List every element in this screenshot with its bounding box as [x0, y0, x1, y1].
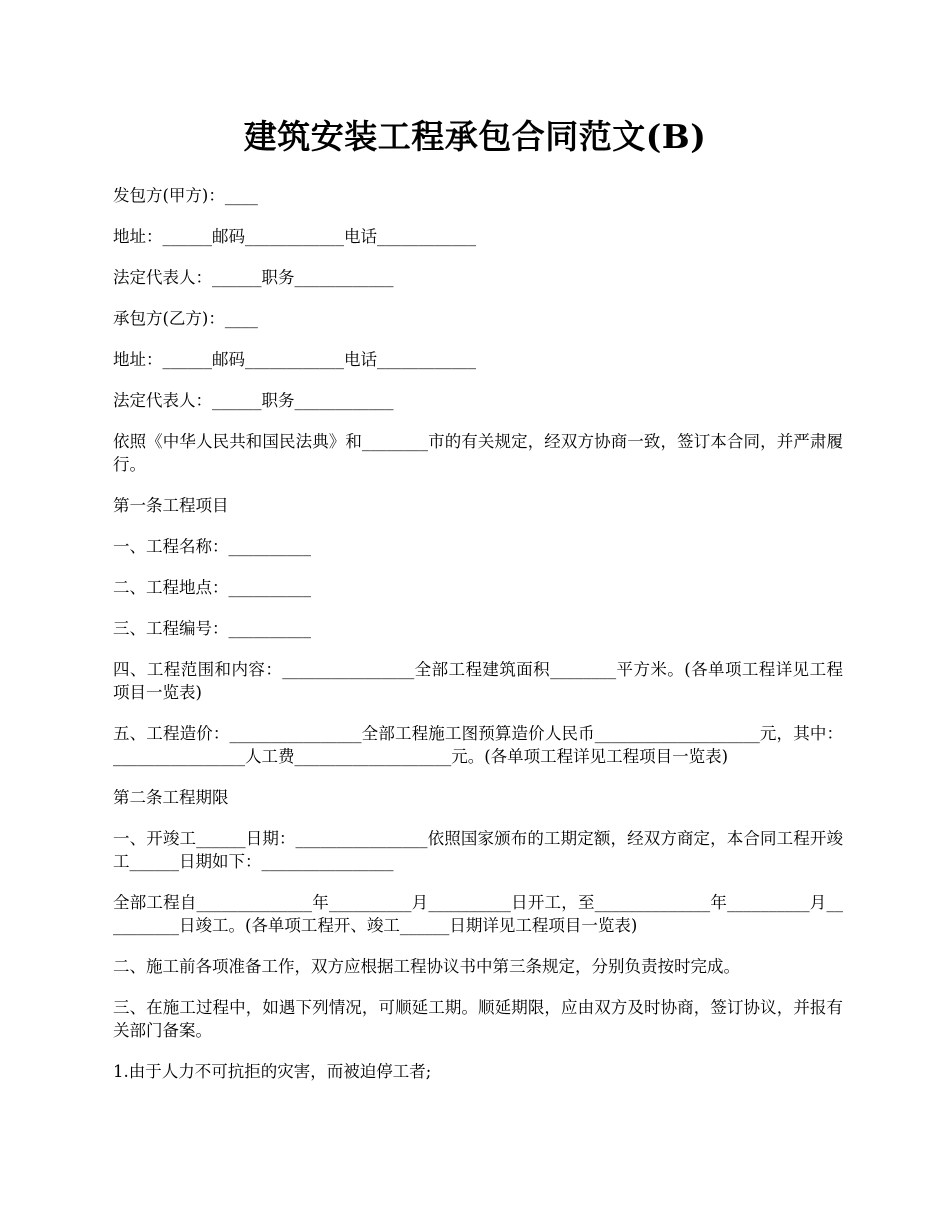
- schedule-item-1: 1.由于人力不可抗拒的灾害，而被迫停工者;: [113, 1062, 432, 1081]
- party-b-line: 承包方(乙方)：____: [113, 309, 258, 328]
- party-a-address-line: 地址：______邮码____________电话____________: [113, 227, 476, 246]
- party-a-line: 发包方(甲方)：____: [113, 186, 258, 205]
- schedule-paragraph-3: 二、施工前各项准备工作，双方应根据工程协议书中第三条规定，分别负责按时完成。: [113, 957, 740, 976]
- article-2-heading: 第二条工程期限: [113, 788, 229, 807]
- schedule-paragraph-1: 一、开竣工______日期：________________依照国家颁布的工期定额，经双方商定，本合同工程开竣工______日期如下：________________: [113, 829, 843, 871]
- document-body: [113, 184, 843, 1101]
- article-1-heading: 第一条工程项目: [113, 496, 229, 515]
- project-name-line: 一、工程名称：__________: [113, 537, 311, 556]
- project-location-line: 二、工程地点：__________: [113, 578, 311, 597]
- document-title: 建筑安装工程承包合同范文(B): [243, 117, 707, 156]
- preamble-paragraph: 依照《中华人民共和国民法典》和________市的有关规定，经双方协商一致，签订本合同，并严肃履行。: [113, 432, 843, 474]
- party-b-address-line: 地址：______邮码____________电话____________: [113, 350, 476, 369]
- schedule-paragraph-2: 全部工程自______________年__________月__________日开工，至______________年__________月__________日竣工。(各单项工程开、竣工______日期详见工程项目一览表): [113, 893, 844, 935]
- schedule-paragraph-4: 三、在施工过程中，如遇下列情况，可顺延工期。顺延期限，应由双方及时协商，签订协议，并报有关部门备案。: [113, 998, 843, 1040]
- project-number-line: 三、工程编号：__________: [113, 619, 311, 638]
- project-scope-paragraph: 四、工程范围和内容：________________全部工程建筑面积________平方米。(各单项工程详见工程项目一览表): [113, 660, 843, 702]
- project-cost-paragraph: 五、工程造价：________________全部工程施工图预算造价人民币____________________元，其中：________________人工费___________________元。(各单项工程详见工程项目一览表): [113, 724, 843, 766]
- party-b-representative-line: 法定代表人：______职务____________: [113, 391, 394, 410]
- party-a-representative-line: 法定代表人：______职务____________: [113, 268, 394, 287]
